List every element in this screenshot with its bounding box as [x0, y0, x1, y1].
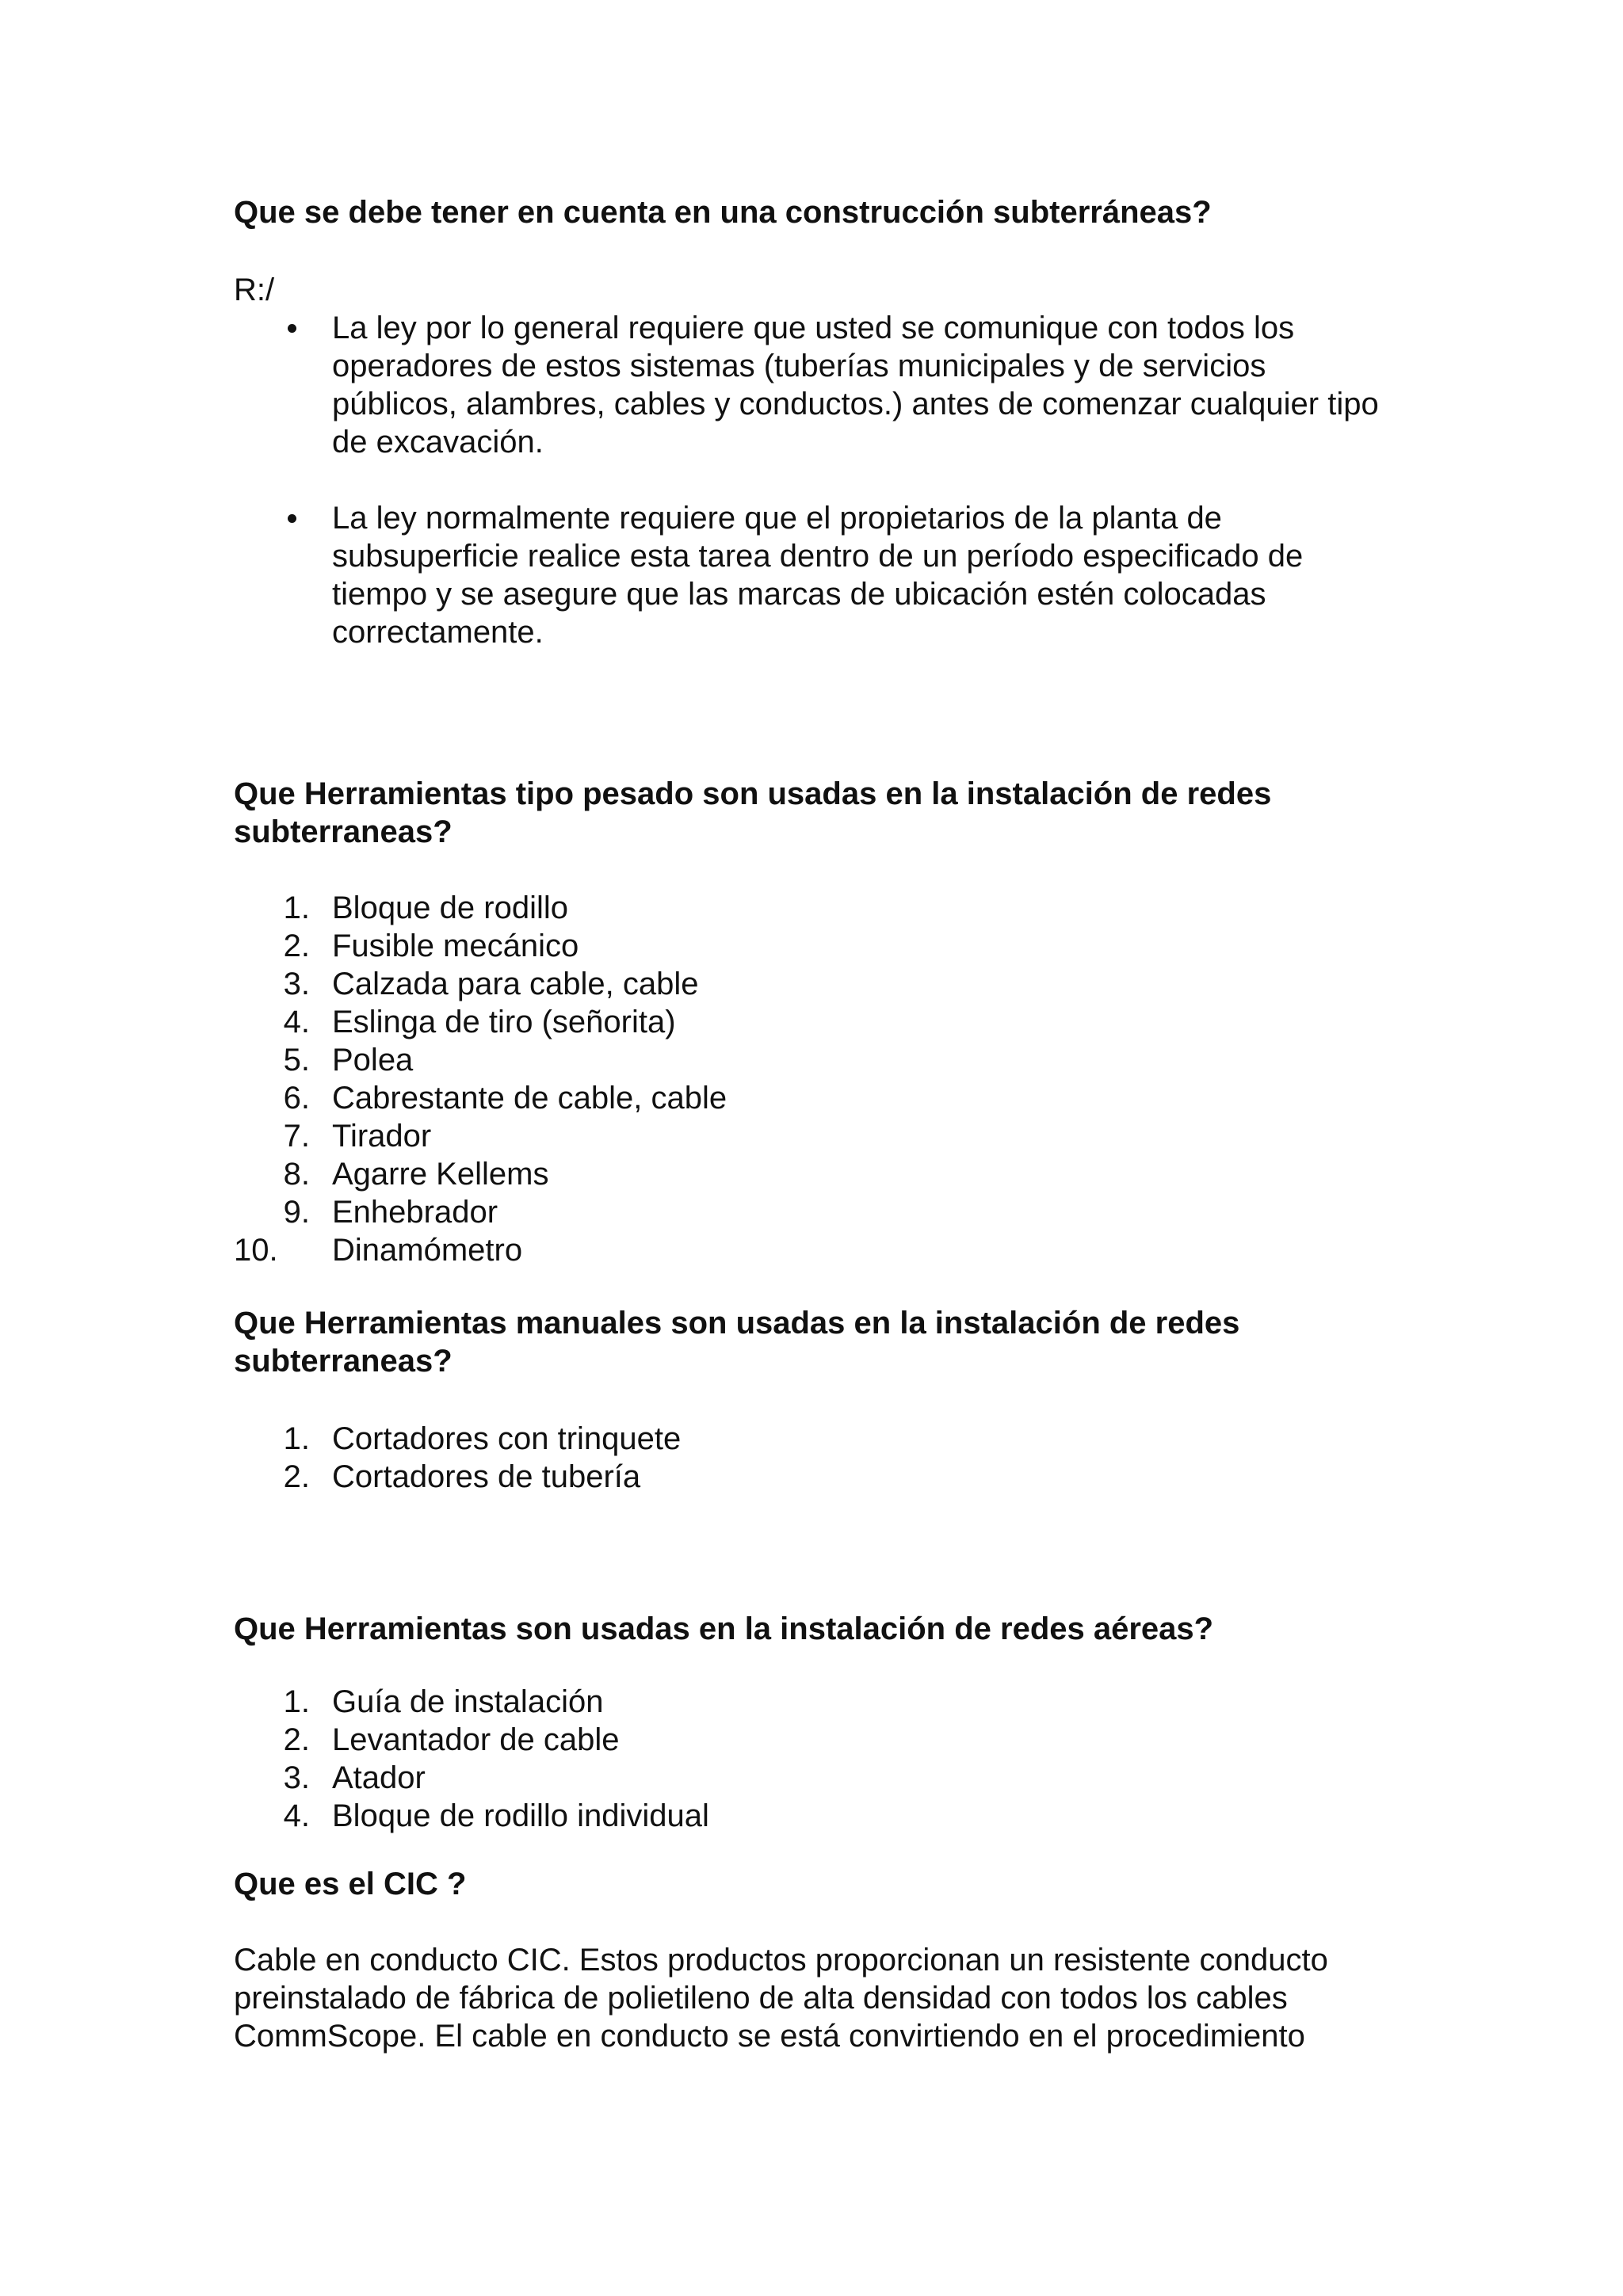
question-3-heading: Que Herramientas manuales son usadas en la instalación de redes subterraneas?	[234, 1306, 1240, 1379]
question-1-heading: Que se debe tener en cuenta en una construcción subterráneas?	[234, 195, 1212, 230]
list-text: Guía de instalación	[332, 1684, 604, 1719]
bullet-text: La ley normalmente requiere que el propietarios de la planta de subsuperficie realice esta tarea dentro de un período especificado de tiempo y se asegure que las marcas de ubicación estén colocadas correctamente.	[332, 501, 1304, 650]
list-item	[234, 1079, 1399, 1117]
list-item	[234, 1458, 1399, 1496]
bullet-item	[234, 499, 1399, 651]
list-text: Dinamómetro	[332, 1233, 523, 1268]
list-number: 2.	[283, 1459, 310, 1494]
bullet-icon	[288, 514, 296, 523]
list-number: 1.	[283, 1684, 310, 1719]
list-text: Cortadores con trinquete	[332, 1421, 682, 1456]
question-2-list	[234, 889, 1399, 1269]
list-text: Polea	[332, 1043, 414, 1077]
list-text: Fusible mecánico	[332, 929, 579, 963]
cic-paragraph: Cable en conducto CIC. Estos productos proporcionan un resistente conducto preinstalado de fábrica de polietileno de alta densidad con todos los cables CommScope. El cable en conducto se está convirtiendo en el procedimiento	[234, 1943, 1328, 2054]
list-item	[234, 1193, 1399, 1231]
list-number: 10.	[234, 1233, 278, 1268]
list-number: 3.	[283, 1760, 310, 1795]
list-item	[234, 889, 1399, 927]
bullet-icon	[288, 324, 296, 333]
list-text: Levantador de cable	[332, 1722, 620, 1757]
list-text: Atador	[332, 1760, 426, 1795]
list-text: Cortadores de tubería	[332, 1459, 641, 1494]
list-number: 4.	[283, 1005, 310, 1039]
list-item	[234, 1041, 1399, 1079]
list-number: 4.	[283, 1798, 310, 1833]
list-number: 6.	[283, 1081, 310, 1116]
list-number: 3.	[283, 967, 310, 1001]
list-text: Eslinga de tiro (señorita)	[332, 1005, 676, 1039]
question-3-list	[234, 1420, 1399, 1496]
list-number: 1.	[283, 1421, 310, 1456]
question-4-list	[234, 1683, 1399, 1835]
list-text: Calzada para cable, cable	[332, 967, 699, 1001]
list-text: Cabrestante de cable, cable	[332, 1081, 727, 1116]
list-item	[234, 1155, 1399, 1193]
bullet-item	[234, 309, 1399, 461]
list-item	[234, 927, 1399, 965]
list-item	[234, 1683, 1399, 1721]
list-text: Bloque de rodillo	[332, 891, 568, 925]
list-number: 1.	[283, 891, 310, 925]
list-item	[234, 1003, 1399, 1041]
list-item	[234, 1420, 1399, 1458]
list-number: 2.	[283, 929, 310, 963]
list-item	[234, 1759, 1399, 1797]
answer-prefix: R:/	[234, 273, 275, 307]
list-text: Bloque de rodillo individual	[332, 1798, 709, 1833]
bullet-text: La ley por lo general requiere que usted se comunique con todos los operadores de estos sistemas (tuberías municipales y de servicios públicos, alambres, cables y conductos.) antes de comenzar cualquier tipo de excavación.	[332, 311, 1379, 460]
list-number: 5.	[283, 1043, 310, 1077]
list-item	[234, 1721, 1399, 1759]
list-number: 2.	[283, 1722, 310, 1757]
question-2-heading: Que Herramientas tipo pesado son usadas en la instalación de redes subterraneas?	[234, 776, 1272, 849]
list-number: 8.	[283, 1157, 310, 1192]
list-item	[234, 1231, 1399, 1269]
list-text: Agarre Kellems	[332, 1157, 549, 1192]
list-item	[234, 965, 1399, 1003]
list-text: Tirador	[332, 1119, 432, 1154]
list-text: Enhebrador	[332, 1195, 498, 1230]
list-number: 7.	[283, 1119, 310, 1154]
list-item	[234, 1117, 1399, 1155]
document-page	[234, 0, 1399, 2296]
question-4-heading: Que Herramientas son usadas en la instalación de redes aéreas?	[234, 1611, 1214, 1646]
question-1-bullet-list	[234, 309, 1399, 689]
list-item	[234, 1797, 1399, 1835]
list-number: 9.	[283, 1195, 310, 1230]
question-5-heading: Que es el CIC ?	[234, 1867, 467, 1901]
